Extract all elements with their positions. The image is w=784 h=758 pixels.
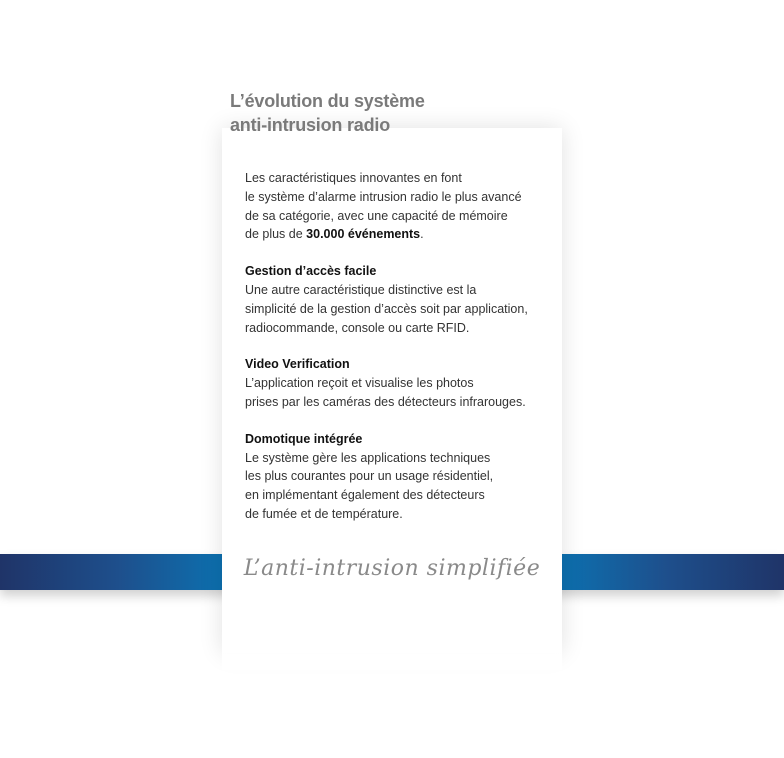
section-domotics-line-1: Le système gère les applications techniques — [245, 450, 491, 465]
section-domotics-line-2: les plus courantes pour un usage résidentiel, — [245, 469, 494, 484]
intro-line-4-suffix: . — [420, 227, 424, 242]
intro-paragraph — [245, 169, 560, 244]
section-access-line-3: radiocommande, console ou carte RFID. — [245, 320, 470, 335]
card-body — [245, 169, 560, 524]
memory-capacity: 30.000 événements — [306, 227, 421, 242]
section-domotics — [245, 430, 560, 524]
section-access-line-1: Une autre caractéristique distinctive est la — [245, 282, 477, 297]
intro-line-4-prefix: de plus de — [245, 227, 307, 242]
page-title-line-2: anti-intrusion radio — [230, 115, 390, 135]
page-title — [230, 89, 425, 137]
section-domotics-heading: Domotique intégrée — [245, 431, 363, 446]
section-access — [245, 262, 560, 337]
intro-line-3: de sa catégorie, avec une capacité de mémoire — [245, 208, 508, 223]
intro-line-1: Les caractéristiques innovantes en font — [245, 171, 462, 185]
section-access-heading: Gestion d’accès facile — [245, 264, 377, 279]
section-domotics-line-4: de fumée et de température. — [245, 506, 403, 521]
section-video — [245, 355, 560, 411]
intro-line-2: le système d’alarme intrusion radio le plus avancé — [245, 189, 522, 204]
section-access-line-2: simplicité de la gestion d’accès soit par application, — [245, 301, 528, 316]
page-title-line-1: L’évolution du système — [230, 91, 425, 111]
tagline-signature: L’anti-intrusion simplifiée — [243, 556, 541, 581]
section-domotics-line-3: en implémentant également des détecteurs — [245, 488, 485, 503]
section-video-heading: Video Verification — [245, 357, 350, 372]
intro-line-4 — [245, 225, 560, 244]
section-video-line-1: L’application reçoit et visualise les photos — [245, 376, 474, 391]
card-bottom-fade — [222, 600, 562, 670]
section-video-line-2: prises par les caméras des détecteurs infrarouges. — [245, 394, 526, 409]
